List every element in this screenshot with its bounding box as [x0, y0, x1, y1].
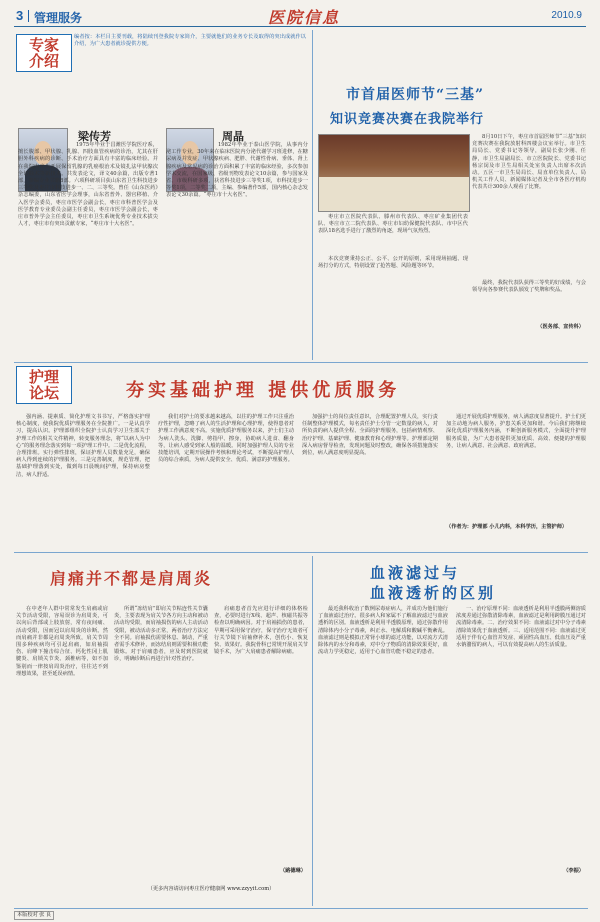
nursing-column-4: 通过开展优质护理服务，病人满意度显著提升。护士们更加主动地为病人服务，护患关系更加和谐。今后我们将继续深化优质护理服务内涵，不断创新服务模式，全面提升护理服务质量，为广大患者提供更加优质、高效、便捷的护理服务，让病人满意、社会满意、政府满意。 — [446, 414, 586, 449]
expert-tag-line2: 介绍 — [28, 52, 59, 70]
nursing-column-3: 加强护士的岗位责任意识，合理配置护理人员，实行责任制整体护理模式，每名责任护士分管一定数量的病人，对所负责的病人提供全程、全面的护理服务，包括病情观察、治疗护理、基础护理、健康教育和心理护理等。护理部定期深入病房督导检查，发现问题及时整改，确保各项措施落实到位，病人满意度明显提高。 — [302, 414, 438, 457]
blood-title-line2: 血液透析的区别 — [370, 584, 497, 602]
section-rule-1 — [14, 362, 588, 363]
nursing-author: （作者为：护理部 小儿内科，本科学历，主管护师） — [446, 524, 568, 530]
section-title: 管理服务 — [34, 11, 83, 25]
page-footer — [14, 908, 588, 921]
blood-section — [316, 556, 588, 906]
news-paragraph-3: 本次竞赛秉持公正、公平、公开的原则，采用现场抽题、现场打分的方式，特别设置了抢答题、风险题等环节。 — [318, 256, 468, 270]
shoulder-author: （路德琳） — [280, 868, 306, 874]
shoulder-column-1: 在中老年人群中常常发生肩痛或肩关节活动受限，容易误诊为肩周炎，可以向后背部或上肢放射，常有夜间痛、活动受限，因而冠以肩周炎的诊断。然而肩痛并非都是肩周炎所致，肩关节周围多种疾病均可引起肩痛，如肩袖损伤、肩峰下撞击综合征、钙化性冈上肌腱炎、肩锁关节炎、颈椎病等，如不加鉴别而一律按肩周炎治疗，往往达不到理想效果，甚至延误病情。 — [16, 606, 108, 677]
column-divider-2 — [312, 556, 313, 906]
news-paragraph-1: 8月10日下午，枣庄市首届医师节“三基”知识竞赛决赛在我院放射科四楼会议室举行。市卫生局局长、党委书记等领导，副局长张少刚、任静，市卫生局副局长、市立医院院长、党委书记杨宗闵及市卫生局相关处室负责人出席本次活动。五区一市卫生局局长、局直单位负责人、局机关工作人员、新闻媒体记者及全市各医疗机构代表共计300余人观看了比赛。 — [472, 134, 586, 191]
doctor2-bio: 1982年毕业于泰山医学院，从事内分泌工作专业，30年来在临床医院内分泌代谢学习班进修，在糖尿病及并发症、甲状腺疾病、肥胖、代谢性骨病、垂体、肾上腺疾病及常见病的诊治方面积累了丰富的临床经验，多次参加学术交流，在国家级、省级刊物发表论文10余篇，参与国家及省、市级科研多项，获省科技进步三等奖1项，市科技进步一等奖1项，二等奖二项，主编、参编著作5部，国内核心杂志发表论文30余篇。“枣庄市十大名医”。 — [166, 142, 308, 199]
shoulder-section — [14, 556, 310, 906]
expert-editor-note: 编者按：本栏目主要刊载，将陆续刊登我院专家简介，主要就他们的业务专长及取得的突出成就作以介绍，为广大患者就诊提供方便。 — [74, 34, 306, 48]
masthead-logo: 医院信息 — [268, 8, 341, 27]
page-header — [14, 4, 586, 27]
section-rule-2 — [14, 552, 588, 553]
shoulder-column-3: 肩痛患者首先应进行详细的体格检查，必要时进行X线、超声、核磁共振等检查以明确病因。对于肩袖损伤的患者，早期可采用保守治疗，保守治疗无效者可行关节镜下肩袖修补术，创伤小、恢复快、效果好。我院骨科已常规开展肩关节镜手术，为广大肩痛患者解除病痛。 — [214, 606, 308, 656]
news-photo-stage — [319, 177, 469, 211]
nursing-column-2: 我们对护士的要求越来越高，以往的护理工作只注重治疗性护理，忽略了病人的生活护理和心理护理，使得患者对护理工作满意度不高。实施优质护理服务以来，护士们主动为病人洗头、洗脚、剪指甲、擦身，协助病人进食、翻身等，让病人感受到家人般的温暖。同时加强护理人员的专业技能培训，定期开展操作考核和理论考试，不断提高护理人员的综合素质，为病人提供安全、优质、满意的护理服务。 — [158, 414, 294, 464]
news-paragraph-2: 枣庄市立医院代表队、滕州市代表队、枣庄矿业集团代表队、枣庄市立二院代表队、枣庄市妇幼保健院代表队、市中区代表队18名选手进行了激烈的角逐，现场气氛热烈。 — [318, 214, 468, 235]
blood-body-1: 最近我科收治了数例尿毒症病人，并成功为他们施行了血液滤过治疗。很多病人和家属不了解血液滤过与血液透析的区别。血液透析是利用半透膜原理，通过弥散作用清除体内小分子毒素，纠正水、电解质和酸碱平衡紊乱。血液滤过则是模拟正常肾小球的滤过功能，以对流方式清除体内的水分和毒素，对中分子物质的清除效果更好，血流动力学更稳定，适用于心血管功能不稳定的患者。 — [318, 606, 448, 656]
page-number-divider — [28, 10, 29, 22]
nursing-column-1: 强内涵、提素质、简化护理文书书写，严格落实护理核心制度，使我院优质护理服务在全院推广。一是认真学习，提高认识。护理部组织全院护士认真学习卫生部关于护理工作的相关文件精神，转变服务理念，将“以病人为中心”的服务理念落实到每一项护理工作中。二是优化流程，合理排班。实行弹性排班，保证护理人员数量充足，确保病人得到连续的护理服务。三是完善制度，规范管理，把基础护理落到实处，做到每日晨晚间护理，保持病房整洁，病人舒适。 — [16, 414, 150, 478]
expert-tag — [16, 34, 72, 72]
nursing-tag — [16, 366, 72, 404]
page-number: 3 — [16, 8, 24, 23]
news-subtitle: 知识竞赛决赛在我院举行 — [330, 112, 485, 127]
news-photo — [318, 134, 470, 212]
column-divider — [312, 30, 313, 360]
shoulder-footer: （更多内容请访问枣庄医疗健康网 www.zzyyit.com） — [147, 886, 275, 892]
news-paragraph-4: 最终，我院代表队获得三等奖的好成绩，与会领导向各参赛代表队颁发了奖牌和奖品。 — [472, 280, 586, 294]
nursing-tag-line2: 论坛 — [28, 384, 59, 402]
blood-author: （李振） — [563, 868, 584, 874]
news-section — [316, 30, 588, 360]
blood-body-2: 一、治疗原理不同：血液透析是利用半透膜两侧溶质浓度差通过弥散清除毒素，血液滤过是利用跨膜压通过对流清除毒素。二、治疗效果不同：血液滤过对中分子毒素清除效果优于血液透析。三、适用范围不同：血液滤过更适用于伴有心血管并发症、顽固性高血压、低血压及严重水钠潴留的病人，可以有效提高病人的生活质量。 — [456, 606, 586, 649]
news-title: 市首届医师节“三基” — [346, 87, 485, 103]
shoulder-title: 肩痛并不都是肩周炎 — [50, 569, 213, 588]
doctor2-name: 周晶 — [222, 130, 244, 143]
expert-section — [14, 30, 310, 360]
nursing-section — [14, 366, 588, 550]
nursing-title: 夯实基础护理 提供优质服务 — [126, 380, 401, 401]
doctor1-name: 梁传芳 — [78, 130, 111, 143]
news-source: （医务部、宣传科） — [537, 324, 584, 330]
shoulder-column-2: 所谓“冻结肩”即肩关节粘连性关节囊炎，主要表现为肩关节各方向主动和被动活动均受限，而肩袖损伤的病人主动活动受限，被动活动多正常，两者治疗方法完全不同。肩袖损伤需要休息、制动，严重者需手术修补，而冻结肩则需要积极功能锻炼。对于肩痛患者，应及时到医院就诊，明确诊断后再进行针对性治疗。 — [114, 606, 208, 663]
doctor1-bio: 1975年毕业于昌潍医学院医疗系，擅长腹部、甲状腺、乳腺、四肢血管疾病的诊治，尤其在肝胆外科疾病的诊断、手术治疗方面具有丰富的临床经验。并在我院内率先开展保留乳腺的乳癌根治术及镜扎法甲状腺次全切除术等新技术。共发表论文，译文40余篇，出版专著1部，参编专业书籍8部。六项科研项目获山东省卫生科技进步三等奖及枣庄市科技进步一、二、三等奖。曾任《山东医药》杂志编委，山东省医学会理事，山东省普外、器官移植、介入医学会委员，枣庄市医学会副会长，枣庄市科普医学会及医学教育专业委员会副主任委员，枣庄市医学会副会长，枣庄市普外学会主任委员，枣庄市卫生系统优秀专业技术拔尖人才，枣庄市有突出贡献专家，“枣庄市十大名医”。 — [18, 142, 158, 228]
footer-proofreader: 本版校对 张 良 — [14, 911, 54, 920]
issue-date: 2010.9 — [551, 10, 582, 21]
blood-title-line1: 血液滤过与 — [370, 564, 461, 582]
nursing-tag-line1: 护理 — [28, 368, 59, 386]
expert-tag-line1: 专家 — [28, 36, 59, 54]
